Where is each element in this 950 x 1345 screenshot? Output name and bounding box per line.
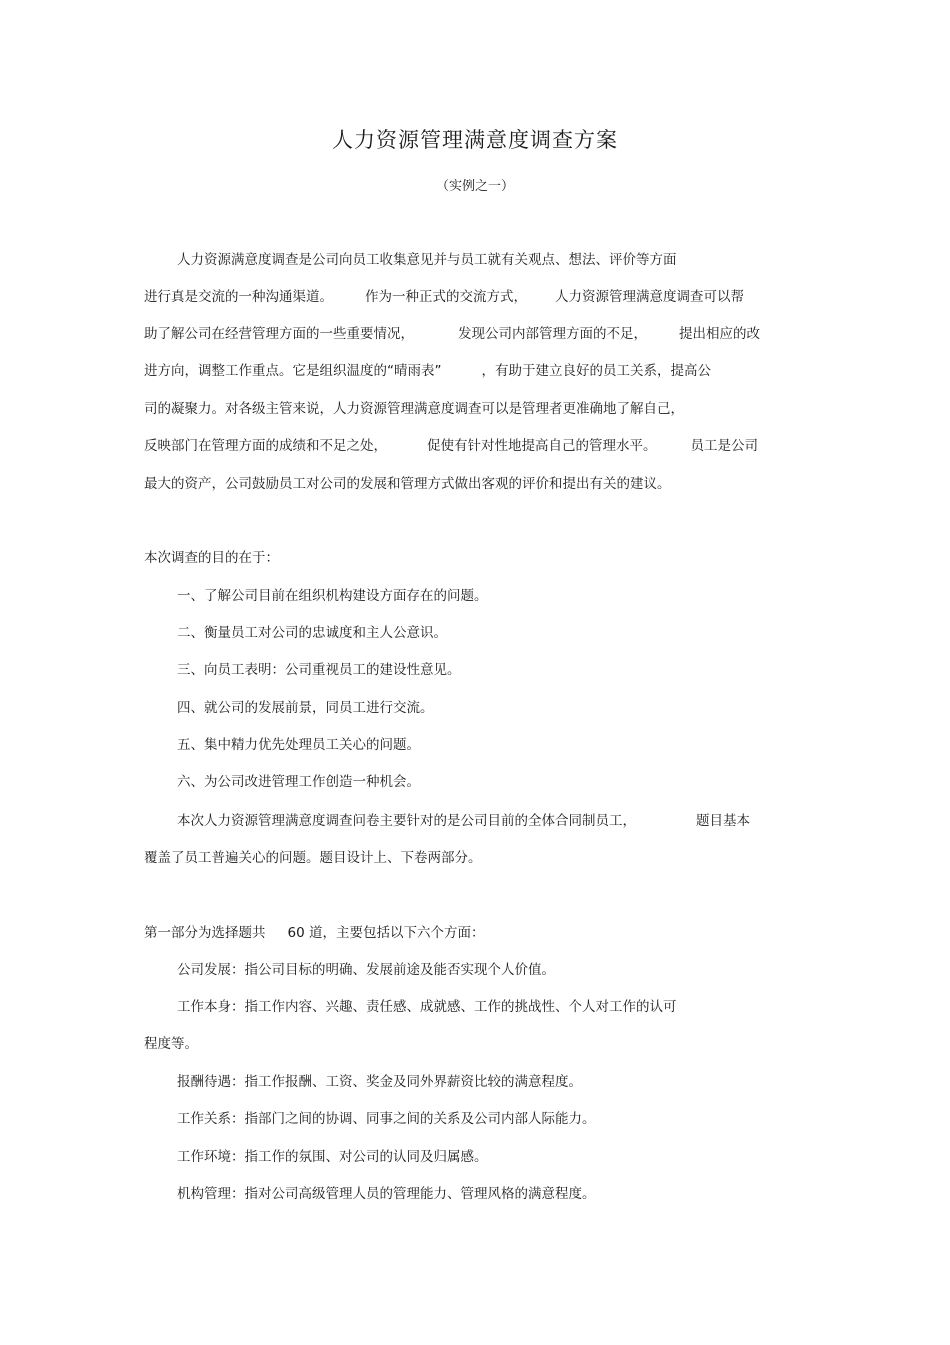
intro-line-3	[144, 325, 760, 343]
part1-heading-part-2: 60 道，主要包括以下六个方面：	[287, 925, 485, 941]
intro-line-3-part-1: 助了解公司在经营管理方面的一些重要情况，	[144, 326, 414, 342]
purpose-item-2: 二、衡量员工对公司的忠诚度和主人公意识。	[177, 625, 447, 641]
scope-line-1	[177, 812, 750, 830]
intro-line-3-part-3: 提出相应的改	[679, 326, 760, 342]
purpose-item-4: 四、就公司的发展前景，同员工进行交流。	[177, 700, 434, 716]
purpose-heading: 本次调查的目的在于：	[144, 550, 279, 566]
intro-line-4	[144, 362, 711, 380]
document-title: 人力资源管理满意度调查方案	[332, 128, 618, 152]
aspect-compensation: 报酬待遇：指工作报酬、工资、奖金及同外界薪资比较的满意程度。	[177, 1074, 582, 1090]
scope-line-2: 覆盖了员工普遍关心的问题。题目设计上、下卷两部分。	[144, 850, 482, 866]
part1-heading-part-1: 第一部分为选择题共	[144, 925, 266, 941]
intro-line-4-part-1: 进方向，调整工作重点。它是组织温度的“晴雨表”	[144, 363, 442, 379]
aspect-organization-management: 机构管理：指对公司高级管理人员的管理能力、管理风格的满意程度。	[177, 1186, 596, 1202]
intro-line-6	[144, 437, 758, 455]
aspect-work-relations: 工作关系：指部门之间的协调、同事之间的关系及公司内部人际能力。	[177, 1111, 596, 1127]
scope-line-1-part-1: 本次人力资源管理满意度调查问卷主要针对的是公司目前的全体合同制员工，	[177, 813, 636, 829]
purpose-item-6: 六、为公司改进管理工作创造一种机会。	[177, 774, 420, 790]
intro-line-6-part-2: 促使有针对性地提高自己的管理水平。	[427, 438, 657, 454]
intro-line-4-part-2: ，有助于建立良好的员工关系，提高公	[481, 363, 711, 379]
document-subtitle: （实例之一）	[435, 179, 514, 194]
intro-line-5: 司的凝聚力。对各级主管来说，人力资源管理满意度调查可以是管理者更准确地了解自己，	[144, 401, 684, 417]
intro-line-6-part-1: 反映部门在管理方面的成绩和不足之处，	[144, 438, 387, 454]
intro-line-3-part-2: 发现公司内部管理方面的不足，	[458, 326, 647, 342]
aspect-work-itself-continued: 程度等。	[144, 1036, 198, 1052]
intro-line-2	[144, 288, 744, 306]
intro-line-6-part-3: 员工是公司	[690, 438, 758, 454]
aspect-company-development: 公司发展：指公司目标的明确、发展前途及能否实现个人价值。	[177, 962, 555, 978]
intro-line-2-part-3: 人力资源管理满意度调查可以帮	[555, 289, 744, 305]
scope-line-1-part-2: 题目基本	[696, 813, 750, 829]
intro-line-1: 人力资源满意度调查是公司向员工收集意见并与员工就有关观点、想法、评价等方面	[177, 252, 677, 268]
intro-line-2-part-2: 作为一种正式的交流方式，	[365, 289, 527, 305]
purpose-item-3: 三、向员工表明：公司重视员工的建设性意见。	[177, 662, 461, 678]
aspect-work-environment: 工作环境：指工作的氛围、对公司的认同及归属感。	[177, 1149, 488, 1165]
purpose-item-5: 五、集中精力优先处理员工关心的问题。	[177, 737, 420, 753]
aspect-work-itself: 工作本身：指工作内容、兴趣、责任感、成就感、工作的挑战性、个人对工作的认可	[177, 999, 677, 1015]
intro-line-2-part-1: 进行真是交流的一种沟通渠道。	[144, 289, 333, 305]
purpose-item-1: 一、了解公司目前在组织机构建设方面存在的问题。	[177, 588, 488, 604]
intro-line-7: 最大的资产，公司鼓励员工对公司的发展和管理方式做出客观的评价和提出有关的建议。	[144, 476, 671, 492]
part1-heading	[144, 924, 484, 942]
